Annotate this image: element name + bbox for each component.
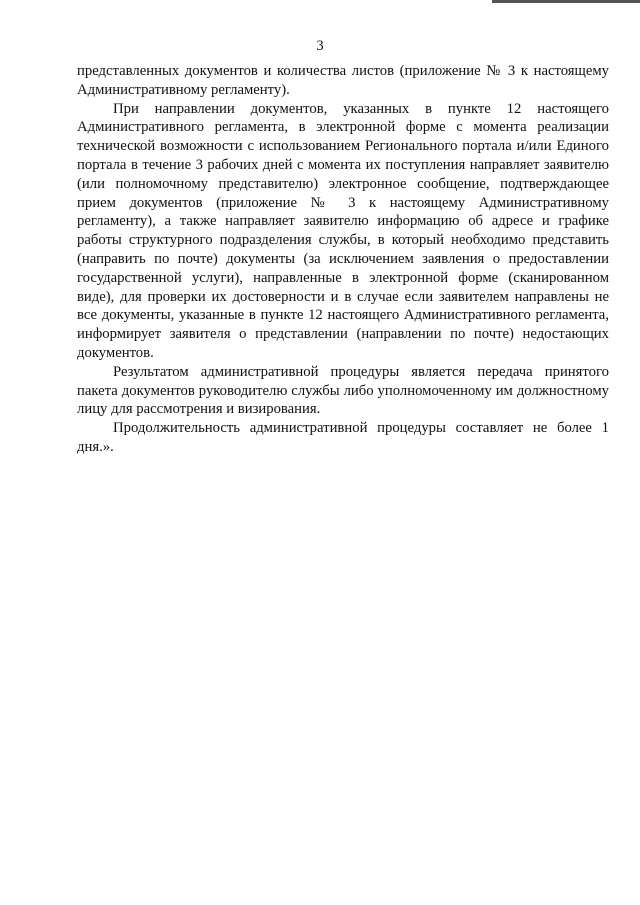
paragraph-electronic-submission: При направлении документов, указанных в пункте 12 настоящего Административного регламента, в электронной форме с момента реализации технической возможности с использованием Регионального портала и/или Единого портала в течение 3 рабочих дней с момента их поступления направляет заявителю (или полномочному представителю) электронное сообщение, подтверждающее прием документов (приложение № 3 к настоящему Административному регламенту), а также направляет заявителю информацию об адресе и графике работы структурного подразделения службы, в который необходимо представить (направить по почте) документы (за исключением заявления о предоставлении государственной услуги), направленные в электронной форме (сканированном виде), для проверки их достоверности и в случае если заявителем направлены не все документы, указанные в пункте 12 настоящего Административного регламента, информирует заявителя о представлении (направлении по почте) недостающих документов. (77, 100, 609, 361)
page-number: 3 (316, 38, 324, 54)
paragraph-result: Результатом административной процедуры является передача принятого пакета документов руководителю службы либо уполномоченному им должностному лицу для рассмотрения и визирования. (77, 363, 609, 418)
paragraph-duration: Продолжительность административной процедуры составляет не более 1 дня.». (77, 420, 609, 455)
scan-edge-mark (492, 0, 640, 3)
paragraph-continuation: представленных документов и количества листов (приложение № 3 к настоящему Административному регламенту). (77, 63, 609, 98)
document-body (77, 62, 609, 457)
